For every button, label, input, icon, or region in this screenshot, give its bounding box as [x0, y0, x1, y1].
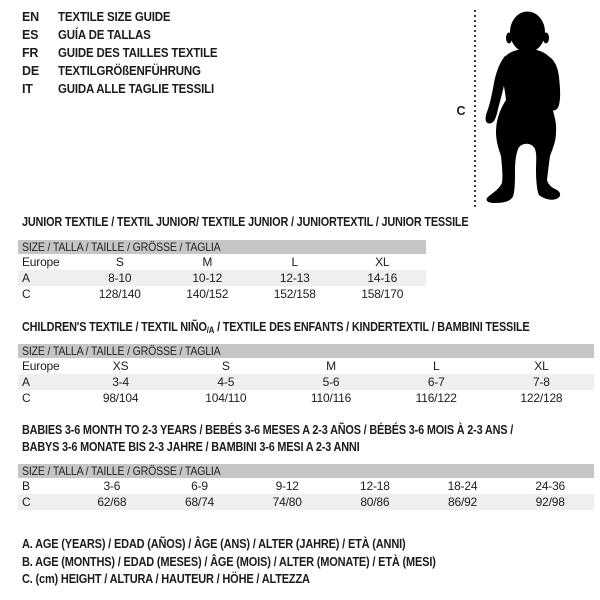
table-cell: XL — [534, 359, 549, 373]
size-header-bar — [18, 344, 594, 358]
table-row — [18, 358, 594, 374]
children-table-title — [22, 319, 530, 337]
table-cell: 122/128 — [520, 391, 563, 405]
table-cell: 7-8 — [533, 375, 550, 389]
table-cell: 68/74 — [184, 495, 215, 509]
footnote-age-years: A. AGE (YEARS) / EDAD (AÑOS) / ÂGE (ANS) / ALTER (JAHRE) / ETÀ (ANNI) — [22, 537, 406, 551]
babies-title-line1: BABIES 3-6 MONTH TO 2-3 YEARS / BEBÉS 3-6 MESES A 2-3 AÑOS / BÉBÉS 3-6 MOIS À 2-3 ANS / — [22, 423, 514, 437]
table-cell: 104/110 — [205, 391, 247, 405]
children-table — [18, 344, 594, 406]
language-row — [22, 44, 231, 62]
table-cell: 5-6 — [322, 375, 340, 389]
footnote-age-months: B. AGE (MONTHS) / EDAD (MESES) / ÂGE (MOIS) / ALTER (MONATE) / ETÀ (MESI) — [22, 554, 436, 569]
row-label: A — [22, 271, 30, 285]
table-cell: 10-12 — [192, 271, 223, 285]
language-code: IT — [22, 82, 33, 96]
table-cell: L — [291, 255, 298, 269]
table-cell: XL — [375, 255, 390, 269]
size-header-bar — [18, 240, 426, 254]
height-figure — [450, 0, 600, 215]
row-label: Europe — [22, 255, 60, 269]
table-cell: 62/68 — [97, 495, 127, 509]
table-cell: 4-5 — [217, 375, 235, 389]
table-cell: 3-4 — [112, 375, 129, 389]
children-title-subscript: /A — [206, 325, 215, 335]
table-cell: M — [326, 359, 336, 373]
row-label: A — [22, 375, 30, 389]
babies-table — [18, 464, 594, 510]
table-row — [18, 286, 426, 302]
size-header-label: SIZE / TALLA / TAILLE / GRÖSSE / TAGLIA — [22, 464, 221, 478]
language-title: TEXTILGRÖßENFÜHRUNG — [58, 64, 201, 78]
language-code: DE — [22, 64, 39, 78]
table-cell: XS — [112, 359, 129, 373]
junior-table-title: JUNIOR TEXTILE / TEXTIL JUNIOR/ TEXTILE JUNIOR / JUNIORTEXTIL / JUNIOR TESSILE — [22, 215, 469, 229]
row-label: C — [22, 287, 31, 301]
language-row — [22, 62, 231, 80]
table-cell: 110/116 — [310, 391, 352, 405]
footnote-height-cm: C. (cm) HEIGHT / ALTURA / HAUTEUR / HÖHE / ALTEZZA — [22, 572, 310, 586]
table-cell: 6-9 — [191, 479, 208, 493]
table-cell: 140/152 — [186, 287, 229, 301]
language-title: TEXTILE SIZE GUIDE — [58, 10, 171, 24]
table-cell: 9-12 — [275, 479, 299, 493]
table-cell: 80/86 — [360, 495, 390, 509]
language-row — [22, 8, 231, 26]
table-cell: 8-10 — [108, 271, 132, 285]
table-cell: 152/158 — [273, 287, 316, 301]
table-cell: 116/122 — [415, 391, 457, 405]
language-list — [22, 8, 231, 98]
footnotes — [22, 536, 492, 589]
table-row — [18, 374, 594, 390]
language-code: EN — [22, 10, 39, 24]
table-cell: 74/80 — [272, 495, 302, 509]
junior-table — [18, 240, 426, 302]
table-cell: 18-24 — [447, 479, 478, 493]
row-label: Europe — [22, 359, 60, 373]
size-header-label: SIZE / TALLA / TAILLE / GRÖSSE / TAGLIA — [22, 240, 221, 254]
table-cell: 128/140 — [98, 287, 141, 301]
table-cell: 158/170 — [361, 287, 404, 301]
table-cell: 24-36 — [535, 479, 566, 493]
table-cell: M — [202, 255, 213, 269]
table-row — [18, 494, 594, 510]
table-cell: 12-13 — [279, 271, 310, 285]
row-label: C — [22, 495, 31, 509]
row-label: C — [22, 391, 31, 405]
table-cell: 14-16 — [367, 271, 398, 285]
height-measure-dotted-line — [474, 10, 476, 208]
babies-table-title — [22, 422, 513, 456]
height-measure-label: C — [456, 104, 466, 118]
table-cell: 92/98 — [535, 495, 565, 509]
language-title: GUIDE DES TAILLES TEXTILE — [58, 46, 218, 60]
row-label: B — [22, 479, 30, 493]
table-cell: S — [115, 255, 124, 269]
table-cell: 12-18 — [360, 479, 390, 493]
table-row — [18, 270, 426, 286]
language-title: GUÍA DE TALLAS — [58, 28, 151, 42]
table-row — [18, 254, 426, 270]
children-title-rest: / TEXTILE DES ENFANTS / KINDERTEXTIL / BAMBINI TESSILE — [214, 320, 530, 334]
language-row — [22, 80, 231, 98]
table-cell: 6-7 — [427, 375, 445, 389]
table-cell: 86/92 — [448, 495, 478, 509]
language-code: FR — [22, 46, 39, 60]
size-header-bar — [18, 464, 594, 478]
table-cell: S — [221, 359, 230, 373]
language-code: ES — [22, 28, 39, 42]
table-cell: L — [432, 359, 440, 373]
table-cell: 98/104 — [102, 391, 139, 405]
language-title: GUIDA ALLE TAGLIE TESSILI — [58, 82, 214, 96]
table-row — [18, 478, 594, 494]
babies-title-line2: BABYS 3-6 MONATE BIS 2-3 JAHRE / BAMBINI 3-6 MESI A 2-3 ANNI — [22, 440, 360, 454]
language-row — [22, 26, 231, 44]
baby-silhouette-icon — [480, 8, 566, 208]
table-row — [18, 390, 594, 406]
children-title-main: CHILDREN'S TEXTILE / TEXTIL NIÑO — [22, 320, 207, 334]
table-cell: 3-6 — [103, 479, 121, 493]
size-header-label: SIZE / TALLA / TAILLE / GRÖSSE / TAGLIA — [22, 344, 221, 358]
